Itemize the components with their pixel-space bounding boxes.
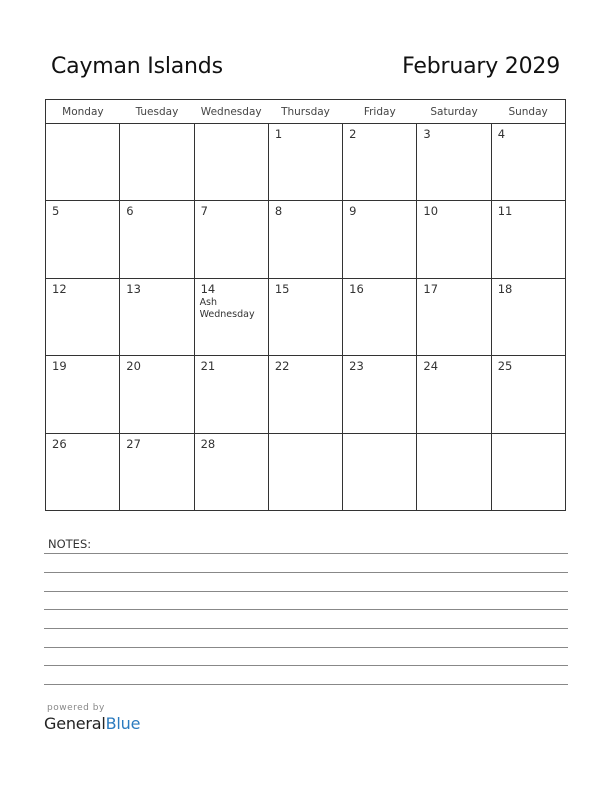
day-number: 12	[52, 281, 67, 296]
weekday-header: Thursday	[268, 100, 342, 124]
day-number: 13	[126, 281, 141, 296]
day-cell	[343, 356, 417, 433]
day-cell	[491, 356, 565, 433]
day-number: 23	[349, 359, 364, 374]
powered-by-text: powered by	[47, 703, 105, 713]
day-cell	[343, 278, 417, 355]
brand-name	[44, 714, 140, 733]
day-number: 2	[349, 127, 357, 141]
calendar-grid	[45, 99, 566, 511]
brand-general-text: General	[44, 714, 106, 733]
day-cell	[194, 124, 268, 201]
day-number: 25	[497, 359, 513, 374]
day-number: 20	[126, 359, 141, 374]
day-number: 9	[349, 204, 357, 219]
day-cell	[46, 201, 120, 278]
day-number: 17	[423, 281, 439, 296]
day-cell	[46, 124, 120, 201]
day-cell	[46, 278, 120, 355]
day-number: 19	[52, 359, 67, 374]
note-line	[44, 684, 568, 685]
note-line	[44, 553, 568, 554]
day-cell	[120, 124, 194, 201]
day-cell	[343, 433, 417, 510]
day-cell	[268, 201, 342, 278]
month-year-title: February 2029	[402, 54, 560, 79]
day-number: 21	[200, 359, 216, 374]
day-cell	[417, 356, 491, 433]
day-number: 22	[274, 359, 290, 374]
day-cell	[268, 433, 342, 510]
day-number: 27	[126, 436, 141, 451]
day-number: 5	[52, 204, 60, 219]
note-line	[44, 609, 568, 610]
day-cell	[194, 201, 268, 278]
day-cell	[491, 201, 565, 278]
week-row	[46, 356, 566, 433]
week-row	[46, 278, 566, 355]
notes-label: NOTES:	[48, 537, 92, 551]
week-row	[46, 201, 566, 278]
day-cell	[343, 124, 417, 201]
day-cell	[194, 278, 268, 355]
day-cell	[194, 356, 268, 433]
day-number: 11	[497, 204, 513, 219]
day-cell	[46, 433, 120, 510]
holiday-label: Ash Wednesday	[199, 296, 255, 320]
weekday-header: Friday	[343, 100, 417, 124]
day-number: 14	[200, 281, 216, 296]
note-line	[44, 628, 568, 629]
day-number: 1	[274, 127, 283, 141]
weekday-header: Tuesday	[120, 100, 194, 124]
day-cell	[194, 433, 268, 510]
day-cell	[268, 356, 342, 433]
day-number: 7	[200, 204, 208, 219]
day-cell	[120, 433, 194, 510]
day-cell	[120, 278, 194, 355]
day-cell	[268, 278, 342, 355]
day-cell	[120, 201, 194, 278]
weekday-header: Wednesday	[194, 100, 268, 124]
week-row	[46, 124, 566, 201]
day-cell	[268, 124, 342, 201]
day-number: 8	[274, 204, 283, 219]
week-row	[46, 433, 566, 510]
day-number: 16	[349, 281, 364, 296]
day-number: 24	[423, 359, 439, 374]
day-number: 28	[200, 436, 216, 451]
day-cell	[491, 124, 565, 201]
day-cell	[417, 433, 491, 510]
brand-blue-text: Blue	[105, 714, 141, 733]
day-number: 3	[423, 127, 431, 141]
weekday-header: Saturday	[417, 100, 491, 124]
day-number: 26	[52, 436, 67, 451]
note-line	[44, 665, 568, 666]
day-cell	[417, 278, 491, 355]
country-title: Cayman Islands	[51, 54, 223, 79]
day-cell	[120, 356, 194, 433]
day-cell	[417, 201, 491, 278]
note-line	[44, 591, 568, 592]
weekday-header-row	[46, 100, 566, 124]
day-number: 15	[274, 281, 290, 296]
day-number: 6	[126, 204, 134, 219]
day-number: 18	[497, 281, 513, 296]
generalblue-logo	[44, 703, 140, 733]
day-cell	[491, 278, 565, 355]
day-cell	[46, 356, 120, 433]
weekday-header: Monday	[46, 100, 120, 124]
day-cell	[491, 433, 565, 510]
day-number: 10	[423, 204, 439, 219]
note-line	[44, 647, 568, 648]
day-cell	[417, 124, 491, 201]
weekday-header: Sunday	[491, 100, 565, 124]
day-number: 4	[497, 127, 506, 141]
day-cell	[343, 201, 417, 278]
note-line	[44, 572, 568, 573]
